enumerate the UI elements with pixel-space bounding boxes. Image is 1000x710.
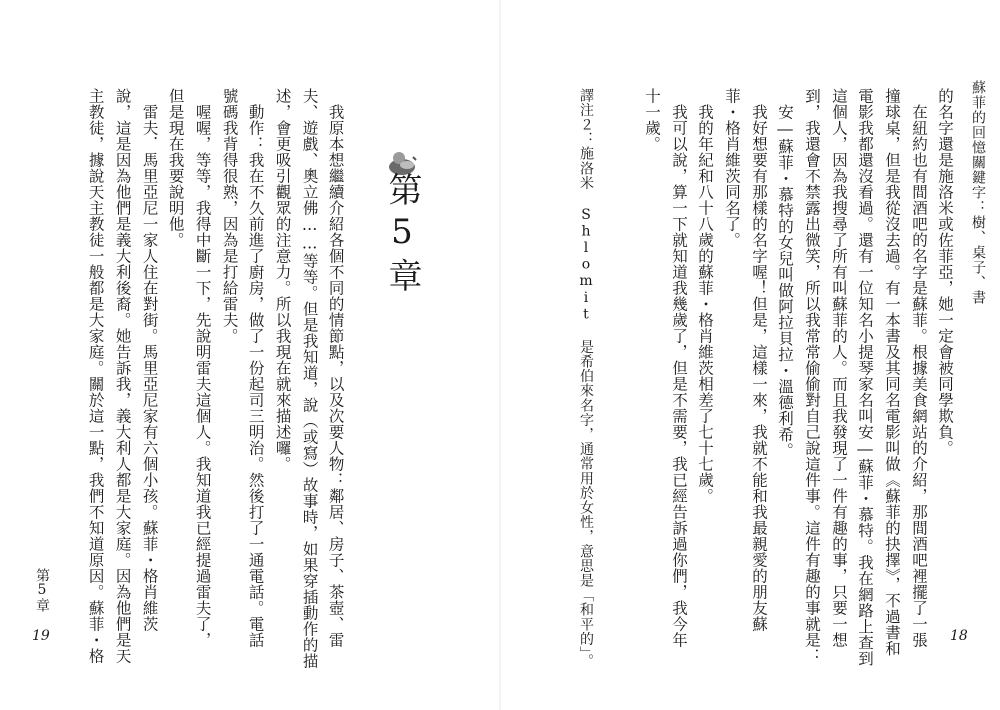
left-line-6: 喔喔，等等，我得中斷一下，先說明雷夫這個人。我知道我已經提過雷夫了， bbox=[193, 88, 212, 648]
page-number-left: 19 bbox=[32, 628, 50, 644]
translator-note: 譯注２：施洛米 Shlomit 是希伯來名字，通常用於女性，意思是「和平的」。 bbox=[578, 88, 594, 669]
left-line-8: 雷夫．馬里亞尼一家人住在對街。馬里亞尼家有六個小孩。蘇菲・格肖維茨 bbox=[140, 88, 159, 632]
left-line-9: 說，這是因為他們是義大利後裔。她告訴我，義大利人都是大家庭。因為他們是天 bbox=[113, 88, 132, 664]
right-line-3: 撞球桌，但是我從沒去過。有一本書及其同名電影叫做《蘇菲的抉擇》，不過書和 bbox=[883, 88, 901, 657]
left-line-4: 動作：我在不久前進了廚房，做了一份起司三明治。然後打了一通電話。電話 bbox=[246, 88, 265, 648]
left-line-5: 號碼我背得很熟，因為是打給雷夫。 bbox=[220, 88, 239, 344]
left-line-2: 夫、遊戲、奧立佛……等等。但是我知道，說（或寫）故事時，如果穿插動作的描 bbox=[300, 88, 319, 669]
right-line-6: 到，我還會不禁露出微笑，所以我常常偷偷對自己說這件事。這件有趣的事就是： bbox=[803, 88, 821, 664]
right-line-5: 這個人，因為我搜尋了所有叫蘇菲的人。而且我發現了一件有趣的事，只要一想 bbox=[830, 88, 848, 648]
right-line-2: 在紐約也有間酒吧的名字是蘇菲。根據美食網站的介紹，那間酒吧裡擺了一張 bbox=[910, 88, 928, 648]
left-line-3: 述，會更吸引觀眾的注意力。所以我現在就來描述囉。 bbox=[273, 88, 292, 472]
left-line-7: 但是現在我要說明他。 bbox=[166, 88, 185, 248]
right-line-1: 的名字還是施洛米或佐菲亞，她一定會被同學欺負。 bbox=[936, 88, 954, 456]
right-line-9: 菲・格肖維茨同名了。 bbox=[723, 88, 741, 248]
left-line-1: 我原本想繼續介紹各個不同的情節點，以及次要人物：鄰居、房子、茶壺、雷 bbox=[326, 88, 345, 648]
page-number-right: 18 bbox=[950, 628, 968, 644]
right-line-10: 我的年紀和八十八歲的蘇菲・格肖維茨相差了七十七歲。 bbox=[696, 88, 714, 504]
chapter-title: 第5章 bbox=[382, 172, 422, 298]
right-line-7: 安―蘇菲・慕特的女兒叫做阿拉貝拉・溫德利希。 bbox=[776, 88, 794, 459]
right-line-12: 十一歲。 bbox=[643, 88, 661, 152]
page-gutter bbox=[499, 0, 501, 710]
left-line-10: 主教徒，據說天主教徒一般都是大家庭。關於這一點，我們不知道原因。蘇菲・格 bbox=[86, 88, 105, 664]
side-chapter-label: 第5章 bbox=[34, 568, 50, 612]
right-line-8: 我好想要有那樣的名字喔！但是，這樣一來，我就不能和我最親愛的朋友蘇 bbox=[750, 88, 768, 632]
running-head: 蘇菲的回憶關鍵字：樹、桌子、書 bbox=[970, 80, 986, 305]
right-line-11: 我可以說，算一下就知道我幾歲了，但是不需要，我已經告訴過你們，我今年 bbox=[670, 88, 688, 648]
right-line-4: 電影我都還沒看過。還有一位知名小提琴家名叫安―蘇菲・慕特。我在網路上查到 bbox=[856, 88, 874, 667]
